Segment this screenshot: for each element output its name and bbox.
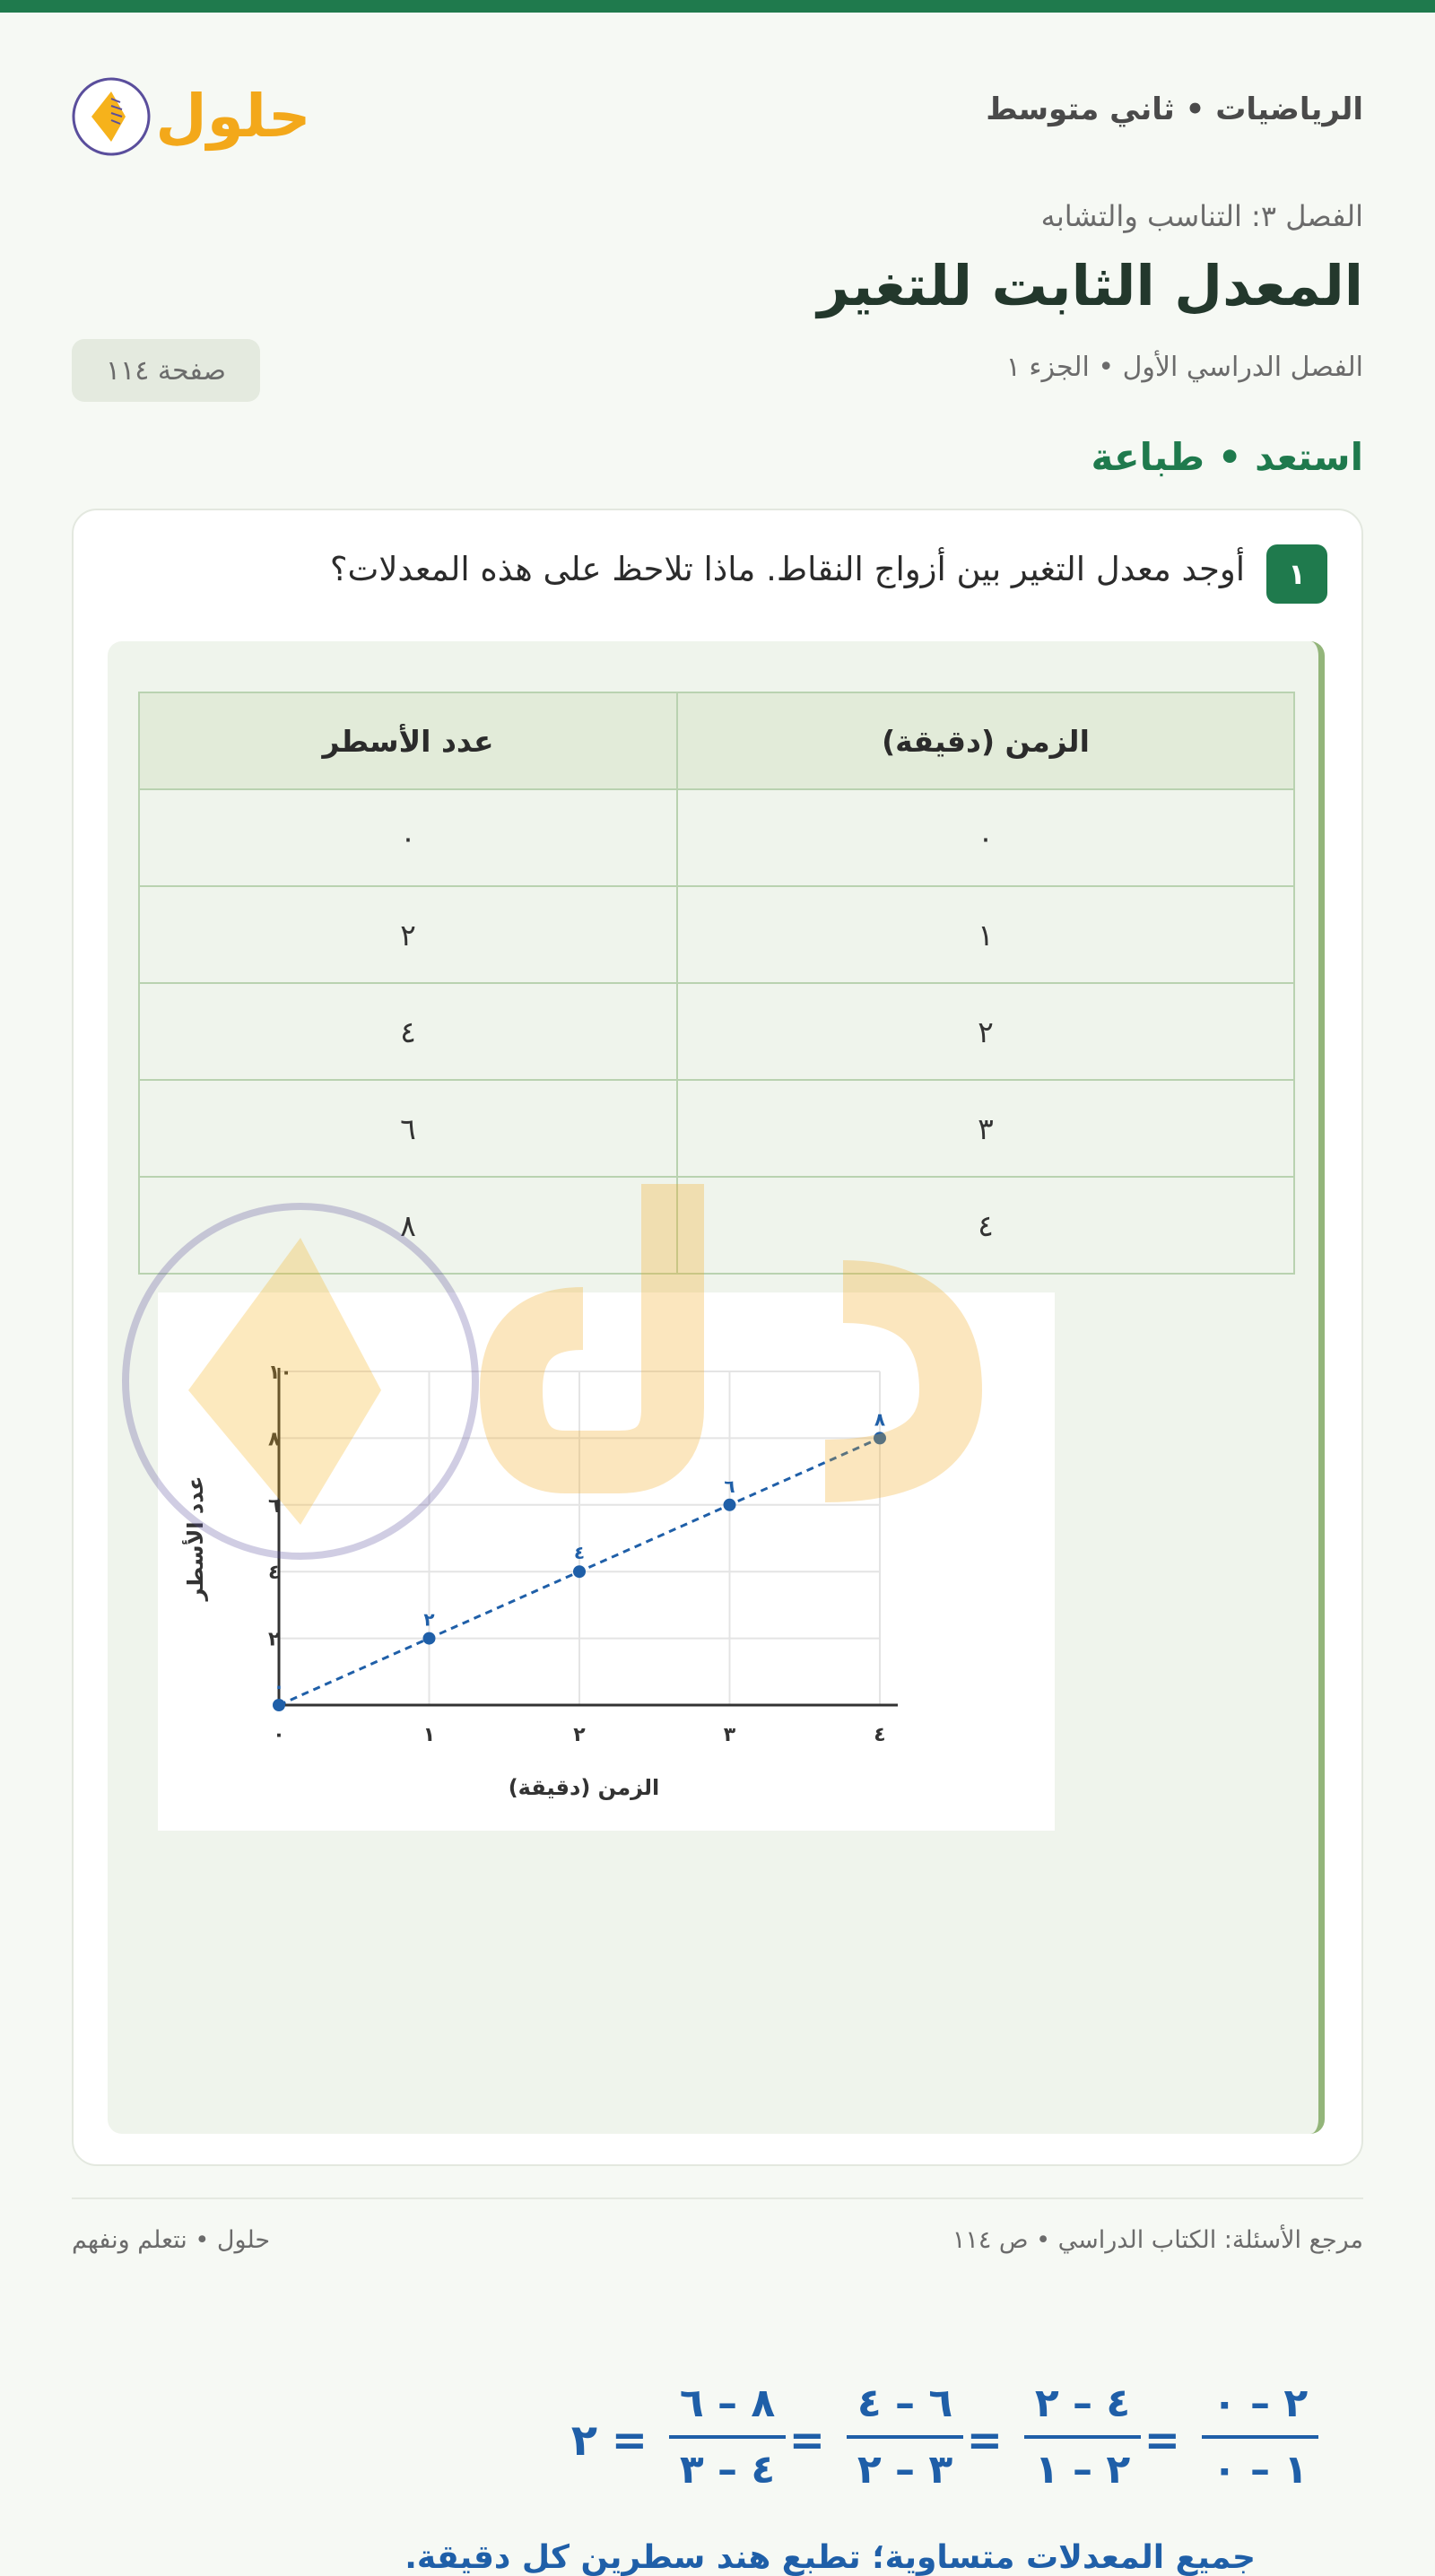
- table-header-row: [139, 692, 1294, 789]
- data-point: [423, 1632, 436, 1645]
- data-point: [573, 1565, 586, 1578]
- table-cell: ٤: [139, 983, 677, 1080]
- data-point-label: ٢: [423, 1608, 435, 1631]
- table-row: [139, 1080, 1294, 1177]
- fraction-bar: [1024, 2435, 1141, 2439]
- page-number-badge: صفحة ١١٤: [72, 339, 260, 402]
- fraction-denominator: ٤ – ٣: [679, 2447, 776, 2493]
- fraction-denominator: ٣ – ٢: [857, 2447, 953, 2493]
- rate-fraction: [669, 2378, 786, 2496]
- page-title: المعدل الثابت للتغير: [817, 253, 1363, 318]
- y-tick-label: ٦: [268, 1494, 281, 1518]
- equals-sign: =: [966, 2415, 1003, 2466]
- table-cell: ٢: [677, 983, 1294, 1080]
- table-cell: ٠: [139, 789, 677, 886]
- x-axis-label: الزمن (دقيقة): [508, 1775, 660, 1800]
- table-cell: ٦: [139, 1080, 677, 1177]
- y-tick-label: ٨: [268, 1428, 281, 1451]
- y-axis-label: عدد الأسطر: [183, 1475, 208, 1601]
- table-cell: ٤: [677, 1177, 1294, 1274]
- table-cell: ٢: [139, 886, 677, 983]
- fraction-bar: [847, 2435, 963, 2439]
- page-header: [72, 54, 1363, 161]
- table-row: [139, 789, 1294, 886]
- y-tick-label: ١٠: [268, 1362, 292, 1384]
- footer-brand: حلول • نتعلم ونفهم: [72, 2226, 271, 2254]
- equals-sign: =: [788, 2415, 825, 2466]
- equals-sign: =: [611, 2415, 648, 2466]
- x-tick-label: ١: [422, 1724, 436, 1746]
- table-cell: ٠: [677, 789, 1294, 886]
- table-cell: ٣: [677, 1080, 1294, 1177]
- term-label: الفصل الدراسي الأول • الجزء ١: [1005, 352, 1363, 383]
- line-chart: [158, 1292, 1055, 1831]
- table-row: [139, 1177, 1294, 1274]
- fraction-bar: [1202, 2435, 1318, 2439]
- chapter-label: الفصل ٣: التناسب والتشابه: [1040, 199, 1363, 233]
- y-tick-label: ٤: [268, 1562, 281, 1585]
- data-point-label: ٨: [874, 1408, 886, 1431]
- fraction-numerator: ٨ – ٦: [679, 2380, 776, 2426]
- y-tick-label: ٢: [268, 1628, 281, 1651]
- x-tick-label: ٠: [273, 1724, 285, 1746]
- rate-fraction: [1202, 2378, 1318, 2496]
- data-point-label: ٦: [724, 1475, 735, 1497]
- data-point-label: ٤: [573, 1542, 586, 1564]
- fraction-bar: [669, 2435, 786, 2439]
- table-cell: ١: [677, 886, 1294, 983]
- fraction-numerator: ٢ – ٠: [1212, 2380, 1309, 2426]
- conclusion-text: جميع المعدلات متساوية؛ تطبع هند سطرين كل دقيقة.: [404, 2539, 1256, 2576]
- fraction-denominator: ١ – ٠: [1212, 2447, 1309, 2493]
- top-accent-bar: [0, 0, 1435, 13]
- question-text: أوجد معدل التغير بين أزواج النقاط. ماذا تلاحظ على هذه المعدلات؟: [329, 550, 1245, 588]
- chart-svg: [158, 1292, 1055, 1831]
- rate-fraction: [847, 2378, 963, 2496]
- table-row: [139, 886, 1294, 983]
- x-tick-label: ٣: [723, 1724, 736, 1746]
- data-table: [138, 692, 1295, 1275]
- question-number-badge: ١: [1266, 544, 1327, 604]
- subject-label: الرياضيات • ثاني متوسط: [986, 91, 1363, 127]
- section-title: استعد • طباعة: [1091, 435, 1363, 479]
- table-row: [139, 983, 1294, 1080]
- data-point-label: ٠: [273, 1675, 285, 1697]
- footer-divider: [72, 2197, 1363, 2199]
- x-tick-label: ٢: [573, 1724, 586, 1746]
- logo-wordmark: حلول: [155, 82, 311, 151]
- table-header-lines: عدد الأسطر: [139, 692, 677, 789]
- data-point: [874, 1432, 886, 1444]
- data-point: [724, 1499, 736, 1511]
- hulul-logo[interactable]: [72, 72, 323, 161]
- fraction-numerator: ٤ – ٢: [1034, 2380, 1131, 2426]
- fraction-numerator: ٦ – ٤: [857, 2380, 953, 2426]
- footer-reference: مرجع الأسئلة: الكتاب الدراسي • ص ١١٤: [952, 2226, 1363, 2254]
- data-point: [273, 1699, 285, 1711]
- rate-equation: [74, 2378, 1361, 2503]
- rate-result: ٢: [570, 2415, 597, 2466]
- equals-sign: =: [1144, 2415, 1180, 2466]
- rate-fraction: [1024, 2378, 1141, 2496]
- x-tick-label: ٤: [874, 1724, 886, 1746]
- fraction-denominator: ٢ – ١: [1034, 2447, 1131, 2493]
- table-header-time: الزمن (دقيقة): [677, 692, 1294, 789]
- table-cell: ٨: [139, 1177, 677, 1274]
